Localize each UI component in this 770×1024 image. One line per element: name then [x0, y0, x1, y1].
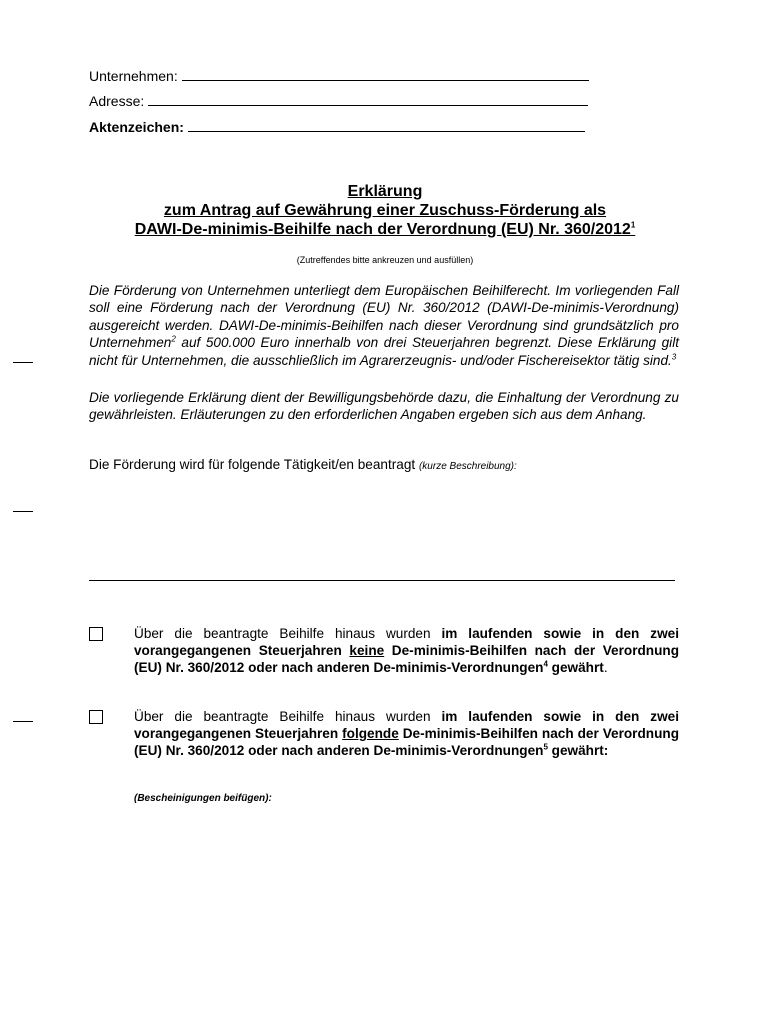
footnote-ref-1: 1 [630, 220, 636, 230]
option1-bold3: gewährt [547, 660, 604, 675]
option2-underlined: folgende [342, 726, 399, 741]
intro-paragraph-1 [89, 282, 679, 369]
footnote-ref-3: 3 [671, 352, 677, 362]
reference-field [89, 119, 585, 135]
reference-input-line[interactable] [188, 130, 585, 132]
title-line-2: zum Antrag auf Gewährung einer Zuschuss-Förderung als [163, 202, 607, 219]
activity-hint: (kurze Beschreibung): [418, 461, 517, 472]
address-input-line[interactable] [148, 104, 588, 106]
company-input-line[interactable] [182, 79, 589, 81]
title-line-1: Erklärung [347, 183, 423, 200]
instruction-hint: (Zutreffendes bitte ankreuzen und ausfüllen) [296, 255, 474, 265]
activity-description-line[interactable] [89, 580, 675, 581]
following-de-minimis-checkbox[interactable] [89, 710, 103, 724]
title-line-3-text: DAWI-De-minimis-Beihilfe nach der Verordnung (EU) Nr. 360/2012 [134, 221, 631, 238]
option1-end: . [603, 660, 608, 675]
option1-underlined: keine [349, 643, 385, 658]
intro-p1-text-a: Die Förderung von Unternehmen unterliegt dem Europäischen Beihilferecht. Im vorliegenden Fall soll eine Förderung nach der Verordnung (EU) Nr. 360/2012 (DAWI-De-minimis-Verordnung) ausgereicht werden. DAWI-De-minimis-Beihilfen nach dieser Verordnung sind grundsätzlich pro Unternehmen [89, 283, 679, 351]
option2-bold1: im laufenden sowie in den zwei vorangegangenen Steuerjahren [134, 709, 679, 741]
intro-p1-text-b: auf 500.000 Euro innerhalb von drei Steuerjahren begrenzt. Diese Erklärung gilt nicht für Unternehmen, die ausschließlich im Agrarerzeugnis- und/oder Fischereisektor tätig sind. [89, 335, 679, 368]
certificates-hint: (Bescheinigungen beifügen): [134, 793, 272, 804]
footnote-ref-5: 5 [543, 742, 548, 752]
option-no-de-minimis-text [134, 625, 679, 676]
activity-label [89, 456, 679, 475]
fold-mark-top [13, 362, 33, 363]
option-following-de-minimis-text [134, 708, 679, 759]
address-label: Adresse: [89, 93, 145, 109]
footnote-ref-2: 2 [171, 334, 176, 344]
intro-paragraph-2: Die vorliegende Erklärung dient der Bewilligungsbehörde dazu, die Einhaltung der Verordnung zu gewährleisten. Erläuterungen zu den erforderlichen Angaben ergeben sich aus dem Anhang. [89, 390, 679, 423]
option2-pre: Über die beantragte Beihilfe hinaus wurden [134, 709, 442, 724]
option1-bold2: De-minimis-Beihilfen nach der Verordnung (EU) Nr. 360/2012 oder nach anderen De-minimis-Verordnungen [134, 643, 679, 675]
footnote-ref-4: 4 [543, 659, 548, 669]
option1-pre: Über die beantragte Beihilfe hinaus wurden [134, 626, 442, 641]
document-title [90, 182, 680, 239]
no-de-minimis-checkbox[interactable] [89, 627, 103, 641]
option1-bold1: im laufenden sowie in den zwei vorangegangenen Steuerjahren [134, 626, 679, 658]
fold-mark-middle [13, 511, 33, 512]
reference-label: Aktenzeichen: [89, 119, 184, 135]
fold-mark-bottom [13, 721, 33, 722]
company-field [89, 68, 589, 84]
company-label: Unternehmen: [89, 68, 178, 84]
option2-bold3: gewährt: [547, 743, 609, 758]
title-line-3 [90, 220, 680, 239]
option2-bold2: De-minimis-Beihilfen nach der Verordnung (EU) Nr. 360/2012 oder nach anderen De-minimis-Verordnungen [134, 726, 679, 758]
address-field [89, 93, 588, 109]
activity-label-text: Die Förderung wird für folgende Tätigkeit/en beantragt [89, 457, 419, 472]
